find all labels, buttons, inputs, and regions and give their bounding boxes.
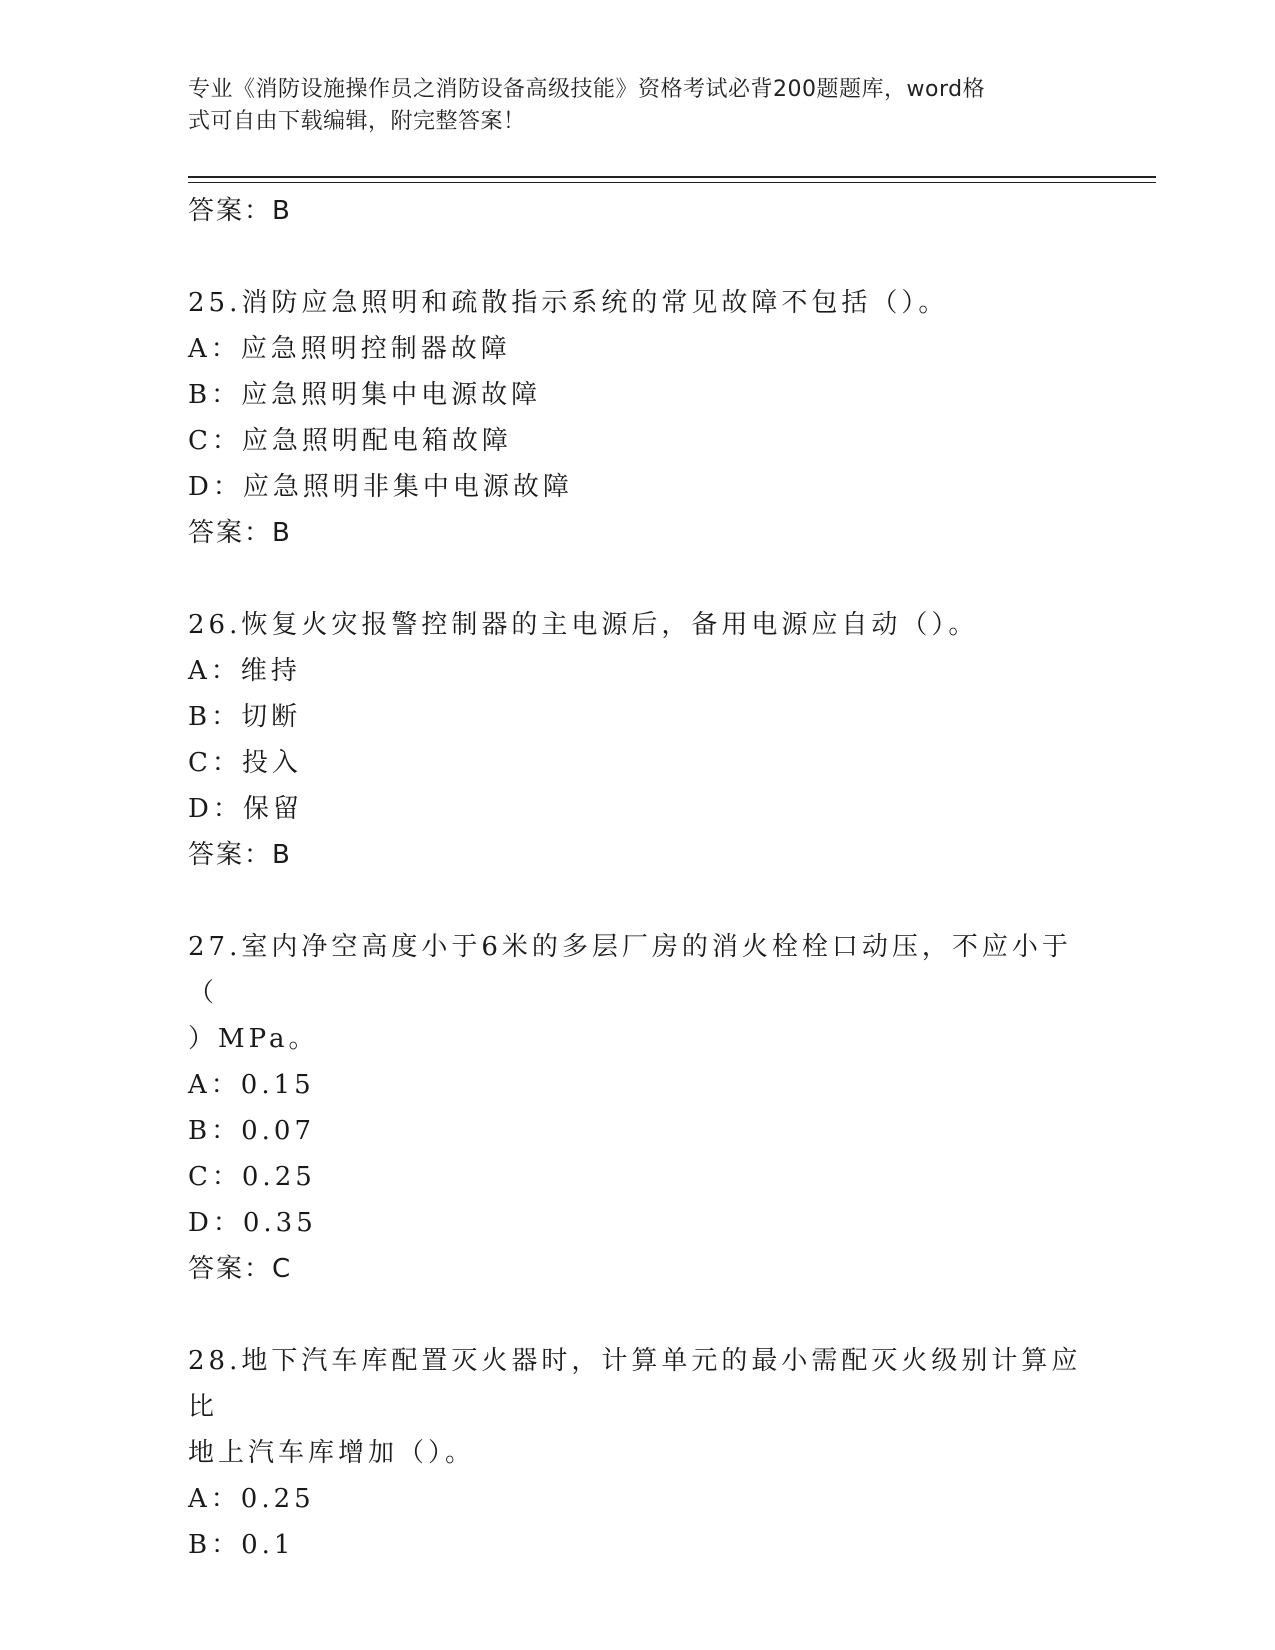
option-d: D：应急照明非集中电源故障	[188, 472, 573, 502]
question-text: 28.地下汽车库配置灭火器时，计算单元的最小需配灭火级别计算应比	[188, 1346, 1082, 1422]
option-c: C：投入	[188, 748, 302, 778]
question-list	[188, 188, 1088, 1568]
answer-line: 答案：B	[188, 196, 292, 226]
option-d: D：保留	[188, 794, 303, 824]
option-c: C：0.25	[188, 1162, 316, 1192]
header-divider-thick	[188, 176, 1156, 178]
option-b: B：0.1	[188, 1530, 295, 1560]
question-text: 26.恢复火灾报警控制器的主电源后，备用电源应自动（）。	[188, 610, 979, 640]
option-d: D：0.35	[188, 1208, 317, 1238]
header-line-2: 式可自由下载编辑，附完整答案！	[188, 109, 526, 134]
question-text: 25.消防应急照明和疏散指示系统的常见故障不包括（）。	[188, 288, 949, 318]
header-divider-thin	[188, 182, 1156, 183]
option-a: A：应急照明控制器故障	[188, 334, 511, 364]
option-a: A：维持	[188, 656, 301, 686]
answer-line: 答案：C	[188, 1254, 293, 1284]
option-a: A：0.25	[188, 1484, 315, 1514]
option-b: B：应急照明集中电源故障	[188, 380, 542, 410]
question-text-continued: ）MPa。	[188, 1024, 319, 1054]
option-c: C：应急照明配电箱故障	[188, 426, 512, 456]
header-line-1: 专业《消防设施操作员之消防设备高级技能》资格考试必背200题题库，word格	[188, 77, 986, 102]
answer-line: 答案：B	[188, 840, 292, 870]
question-block	[188, 602, 1088, 878]
option-a: A：0.15	[188, 1070, 315, 1100]
question-block	[188, 924, 1088, 1292]
option-b: B：0.07	[188, 1116, 315, 1146]
document-header	[188, 74, 1068, 138]
option-b: B：切断	[188, 702, 302, 732]
answer-line: 答案：B	[188, 518, 292, 548]
question-block	[188, 280, 1088, 556]
question-text-continued: 地上汽车库增加（）。	[188, 1438, 476, 1468]
question-block	[188, 1338, 1088, 1568]
question-text: 27.室内净空高度小于6米的多层厂房的消火栓栓口动压，不应小于（	[188, 932, 1072, 1008]
